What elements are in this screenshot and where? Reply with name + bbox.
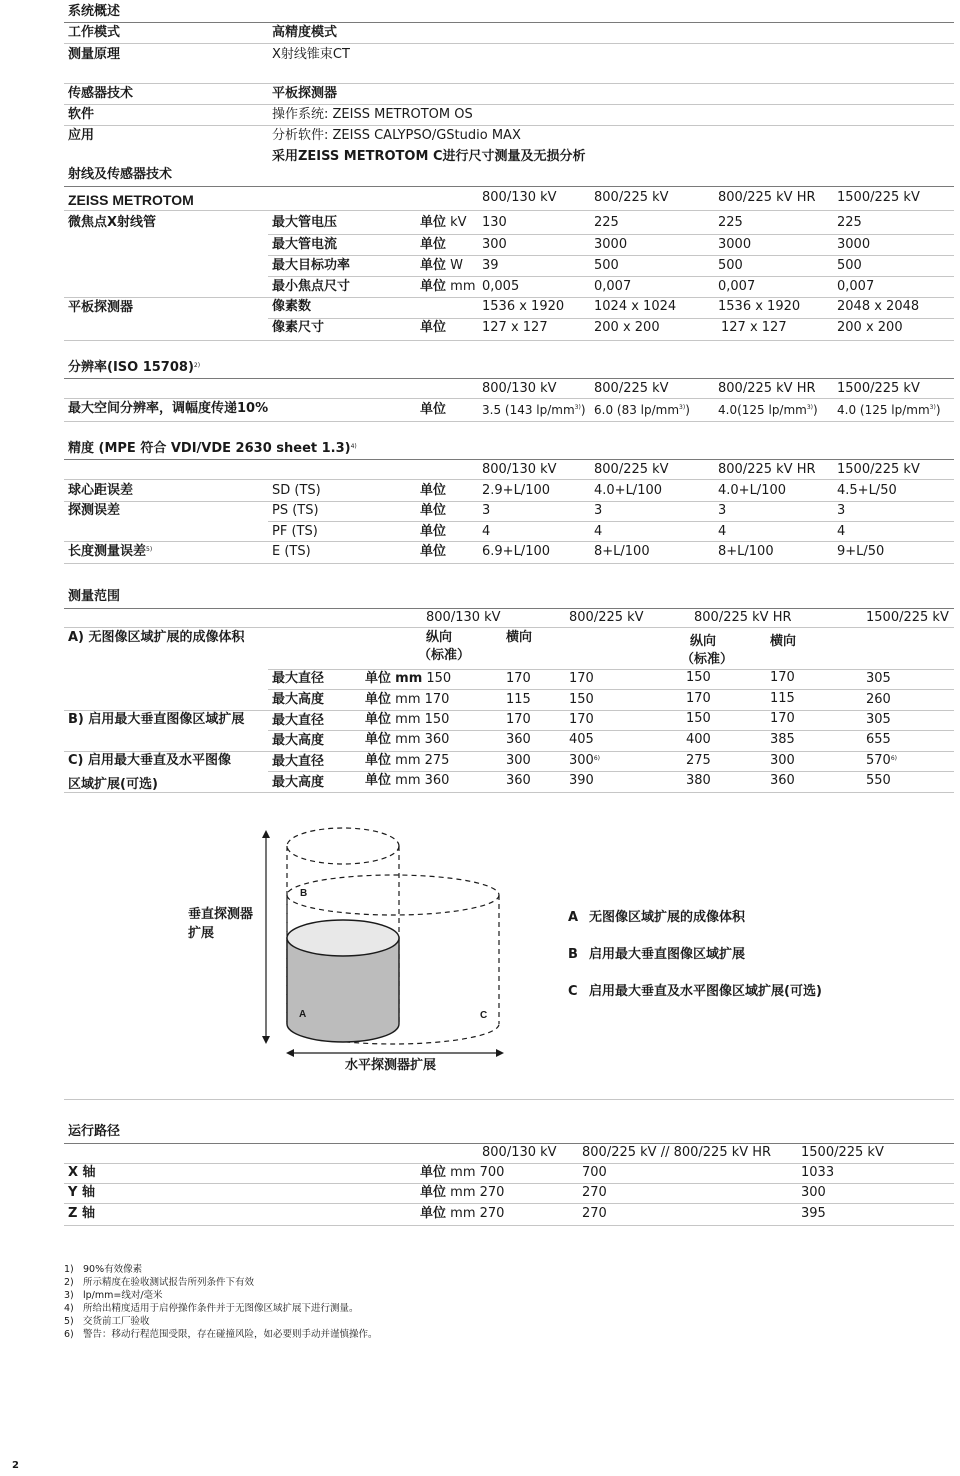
letter-a: A bbox=[299, 1009, 307, 1020]
unit-label: 单位 bbox=[420, 279, 447, 294]
value-cell: 1024 x 1024 bbox=[594, 299, 677, 314]
unit: mm bbox=[450, 1185, 476, 1200]
unit-label: 单位 bbox=[420, 544, 447, 559]
unit-label: 单位 bbox=[420, 1165, 447, 1180]
value-cell: 305 bbox=[866, 671, 891, 686]
sub-header-std: （标准） bbox=[418, 648, 471, 663]
unit-label: 单位 bbox=[365, 712, 392, 727]
unit-label: 单位 bbox=[420, 1206, 447, 1221]
value-cell: 270 bbox=[479, 1206, 505, 1221]
value-cell: 1033 bbox=[801, 1165, 835, 1180]
divider bbox=[64, 1225, 954, 1226]
value-cell: 150 bbox=[686, 711, 711, 726]
unit-label: 单位 bbox=[365, 753, 392, 768]
col-header: 800/130 kV bbox=[482, 462, 557, 477]
value-cell: 300 bbox=[801, 1185, 826, 1200]
value-cell: 275 bbox=[424, 753, 450, 768]
value-cell: 225 bbox=[837, 215, 862, 230]
value-cell: 150 bbox=[424, 712, 450, 727]
value-cell: 225 bbox=[594, 215, 619, 230]
value-text: 4.0 (125 lp/mm bbox=[837, 403, 930, 417]
value-text: 6.0 (83 lp/mm bbox=[594, 403, 680, 417]
sub-header-std: （标准） bbox=[681, 652, 734, 667]
value-cell: 3 bbox=[718, 503, 727, 518]
value-cell: 360 bbox=[506, 773, 531, 788]
value-cell: 4 bbox=[837, 524, 846, 539]
value-cell: 2048 x 2048 bbox=[837, 299, 920, 314]
value-cell: 150 bbox=[686, 670, 711, 685]
value-cell: 200 x 200 bbox=[837, 320, 903, 335]
value-cell: 4.0+L/100 bbox=[718, 483, 787, 498]
letter-c: C bbox=[480, 1010, 488, 1021]
col-header: 800/225 kV bbox=[569, 610, 644, 625]
unit-label: 单位 bbox=[420, 483, 447, 498]
divider bbox=[64, 1099, 954, 1100]
footnote-number: 4) bbox=[64, 1303, 74, 1314]
footnote bbox=[64, 1264, 142, 1277]
overview-value: 操作系统: ZEISS METROTOM OS bbox=[272, 107, 473, 122]
value-text: ) bbox=[935, 403, 941, 417]
value-cell: 260 bbox=[866, 692, 891, 707]
footnote-text: 90%有效像素 bbox=[83, 1264, 143, 1275]
footnote bbox=[64, 1277, 254, 1290]
value-cell: 9+L/50 bbox=[837, 544, 885, 559]
section-title-sensor: 射线及传感器技术 bbox=[68, 167, 173, 182]
col-header: 800/130 kV bbox=[482, 1145, 557, 1160]
footnote-ref: 5) bbox=[146, 546, 153, 553]
unit-label: 单位 bbox=[420, 320, 447, 335]
value-cell: 4 bbox=[718, 524, 727, 539]
value-cell: 1536 x 1920 bbox=[482, 299, 565, 314]
group-label: 平板探测器 bbox=[68, 300, 134, 315]
section-title-range: 测量范围 bbox=[68, 589, 121, 604]
unit: W bbox=[450, 258, 464, 273]
param-label: 最大目标功率 bbox=[272, 258, 351, 273]
overview-value: 分析软件: ZEISS CALYPSO/GStudio MAX bbox=[272, 128, 521, 143]
footnote bbox=[64, 1303, 359, 1316]
legend-item bbox=[568, 984, 822, 1000]
footnote-number: 1) bbox=[64, 1264, 74, 1275]
horizontal-detector-label: 水平探测器扩展 bbox=[345, 1058, 437, 1073]
value-cell: 700 bbox=[582, 1165, 607, 1180]
col-header: 800/225 kV // 800/225 kV HR bbox=[582, 1145, 772, 1160]
col-header: 1500/225 kV bbox=[866, 610, 949, 625]
footnote bbox=[64, 1329, 378, 1342]
footnote-number: 3) bbox=[64, 1290, 74, 1301]
value-cell: 200 x 200 bbox=[594, 320, 660, 335]
value-cell: 270 bbox=[582, 1206, 607, 1221]
unit: mm bbox=[395, 712, 421, 727]
legend-text: 启用最大垂直图像区域扩展 bbox=[589, 947, 746, 962]
footnote-number: 2) bbox=[64, 1277, 74, 1288]
value-cell: 127 x 127 bbox=[482, 320, 548, 335]
value-cell: 0,005 bbox=[482, 279, 520, 294]
divider bbox=[64, 1143, 954, 1144]
col-header: 800/225 kV HR bbox=[718, 462, 816, 477]
unit: mm bbox=[395, 692, 421, 707]
unit-label: 单位 bbox=[420, 1185, 447, 1200]
value-cell: 655 bbox=[866, 732, 891, 747]
value-text: ) bbox=[813, 403, 818, 417]
legend-text: 无图像区域扩展的成像体积 bbox=[589, 910, 746, 925]
value-cell: 305 bbox=[866, 712, 891, 727]
col-header: 800/225 kV bbox=[594, 462, 669, 477]
footnote-number: 6) bbox=[64, 1329, 74, 1340]
value-cell: 170 bbox=[770, 711, 795, 726]
value-text: ) bbox=[580, 403, 586, 417]
value-text: 4.0(125 lp/mm bbox=[718, 403, 807, 417]
value-text: 3.5 (143 lp/mm bbox=[482, 403, 575, 417]
unit: mm bbox=[395, 671, 423, 686]
value-cell: 400 bbox=[686, 732, 711, 747]
col-header: 1500/225 kV bbox=[837, 381, 920, 396]
divider bbox=[64, 1203, 954, 1204]
footnote-ref: 3) bbox=[574, 404, 581, 411]
spec-header-label: ZEISS METROTOM bbox=[68, 192, 194, 208]
value-cell: 3 bbox=[837, 503, 846, 518]
footnote-text: 交货前工厂验收 bbox=[83, 1316, 150, 1327]
col-header: 800/130 kV bbox=[482, 381, 557, 396]
legend-item bbox=[568, 910, 745, 926]
value-cell: 170 bbox=[569, 671, 594, 686]
value-cell: 550 bbox=[866, 773, 891, 788]
footnote-ref: 3) bbox=[679, 404, 686, 411]
footnote-ref: 6) bbox=[890, 755, 897, 762]
value-cell: 4 bbox=[594, 524, 603, 539]
param-label: 最大管电压 bbox=[272, 215, 338, 230]
footnote-text: lp/mm=线对/毫米 bbox=[83, 1290, 163, 1301]
unit-label: 单位 bbox=[420, 215, 447, 230]
unit: mm bbox=[450, 1206, 476, 1221]
axis-label: Y 轴 bbox=[68, 1185, 95, 1200]
unit: mm bbox=[450, 1165, 476, 1180]
value-cell: 300 bbox=[506, 753, 531, 768]
value-cell: 3 bbox=[482, 503, 491, 518]
value-cell: 300 bbox=[770, 753, 795, 768]
overview-value: 采用ZEISS METROTOM C进行尺寸测量及无损分析 bbox=[272, 149, 586, 164]
unit-label: 单位 bbox=[365, 732, 392, 747]
value-cell: 405 bbox=[569, 732, 594, 747]
col-header: 800/225 kV HR bbox=[718, 381, 816, 396]
sub-header-trans: 横向 bbox=[506, 630, 533, 645]
value-cell: 4.0+L/100 bbox=[594, 483, 663, 498]
overview-label: 测量原理 bbox=[68, 47, 121, 62]
range-label-c-cont: 区域扩展(可选) bbox=[68, 777, 158, 792]
group-label: 微焦点X射线管 bbox=[68, 215, 157, 230]
legend-text: 启用最大垂直及水平图像区域扩展(可选) bbox=[589, 984, 822, 999]
overview-value: 高精度模式 bbox=[272, 25, 338, 40]
value-cell: 500 bbox=[837, 258, 862, 273]
param-label: 最大直径 bbox=[272, 671, 325, 686]
sub-header-long: 纵向 bbox=[426, 630, 453, 645]
unit: mm bbox=[450, 279, 476, 294]
value-cell: 150 bbox=[426, 671, 452, 686]
value-cell: 3000 bbox=[718, 237, 752, 252]
footnote-ref: 2) bbox=[193, 362, 201, 369]
unit: mm bbox=[395, 732, 421, 747]
value-cell: 500 bbox=[594, 258, 619, 273]
value-cell: 2.9+L/100 bbox=[482, 483, 551, 498]
value-cell: 500 bbox=[718, 258, 743, 273]
col-header: 1500/225 kV bbox=[837, 462, 920, 477]
overview-value: 平板探测器 bbox=[272, 86, 338, 101]
param-label: 最大高度 bbox=[272, 733, 325, 748]
value-cell: 6.9+L/100 bbox=[482, 544, 551, 559]
param-label: 最大管电流 bbox=[272, 237, 338, 252]
section-title-travel: 运行路径 bbox=[68, 1124, 121, 1139]
col-header: 800/225 kV bbox=[594, 190, 669, 205]
letter-b: B bbox=[300, 888, 308, 899]
overview-label: 软件 bbox=[68, 107, 95, 122]
value-cell: 395 bbox=[801, 1206, 826, 1221]
overview-label: 应用 bbox=[68, 128, 95, 143]
unit: mm bbox=[395, 773, 421, 788]
unit: mm bbox=[395, 753, 421, 768]
param-label: 像素尺寸 bbox=[272, 320, 325, 335]
vertical-detector-label: 扩展 bbox=[188, 926, 215, 941]
value-cell: 700 bbox=[479, 1165, 505, 1180]
value-cell: 170 bbox=[686, 691, 711, 706]
range-label-b: B) 启用最大垂直图像区域扩展 bbox=[68, 712, 245, 727]
value-cell: 3000 bbox=[594, 237, 628, 252]
value-cell: 39 bbox=[482, 258, 499, 273]
value-cell: 170 bbox=[424, 692, 450, 707]
range-label-a: A) 无图像区域扩展的成像体积 bbox=[68, 630, 245, 645]
vertical-detector-label: 垂直探测器 bbox=[188, 907, 254, 922]
footnote-ref: 4) bbox=[350, 443, 357, 450]
resolution-row-label: 最大空间分辨率，调幅度传递10% bbox=[68, 401, 269, 416]
divider bbox=[64, 1163, 954, 1164]
value-cell: 170 bbox=[506, 712, 531, 727]
value-cell: 360 bbox=[506, 732, 531, 747]
col-header: 800/225 kV bbox=[594, 381, 669, 396]
page-number: 2 bbox=[12, 1460, 19, 1471]
value-cell: 150 bbox=[569, 692, 594, 707]
value-cell: 275 bbox=[686, 753, 711, 768]
unit-label: 单位 bbox=[420, 402, 447, 417]
axis-label: Z 轴 bbox=[68, 1206, 95, 1221]
accuracy-code: PF (TS) bbox=[272, 524, 318, 539]
section-title-overview: 系统概述 bbox=[68, 4, 121, 19]
footnote-text: 所给出精度适用于启停操作条件并于无图像区域扩展下进行测量。 bbox=[83, 1303, 359, 1314]
overview-label: 传感器技术 bbox=[68, 86, 134, 101]
value-cell: 270 bbox=[479, 1185, 505, 1200]
value-cell: 0,007 bbox=[837, 279, 875, 294]
value-cell: 3 bbox=[594, 503, 603, 518]
unit-label: 单位 bbox=[365, 671, 392, 686]
value-cell: 0,007 bbox=[594, 279, 632, 294]
legend-key: B bbox=[568, 947, 578, 962]
param-label: 最大高度 bbox=[272, 692, 325, 707]
accuracy-code: E (TS) bbox=[272, 544, 311, 559]
value-text: ) bbox=[685, 403, 690, 417]
value-cell: 360 bbox=[424, 732, 450, 747]
value-cell: 127 x 127 bbox=[721, 320, 787, 335]
footnote-ref: 3) bbox=[929, 404, 936, 411]
value-cell: 115 bbox=[506, 692, 531, 707]
accuracy-label: 长度测量误差 bbox=[68, 544, 147, 559]
value-cell: 300 bbox=[482, 237, 507, 252]
cylinder-a bbox=[287, 920, 399, 1042]
value-cell: 300 bbox=[569, 753, 594, 768]
resolution-title: 分辨率(ISO 15708) bbox=[68, 360, 194, 375]
value-cell: 570 bbox=[866, 753, 891, 768]
value-cell: 130 bbox=[482, 215, 507, 230]
legend-key: A bbox=[568, 910, 579, 925]
value-cell: 4.5+L/50 bbox=[837, 483, 897, 498]
overview-value: X射线锥束CT bbox=[272, 47, 350, 62]
value-cell: 225 bbox=[718, 215, 743, 230]
value-cell: 0,007 bbox=[718, 279, 756, 294]
param-label: 像素数 bbox=[272, 299, 312, 314]
value-cell: 115 bbox=[770, 691, 795, 706]
unit-label: 单位 bbox=[420, 237, 447, 252]
divider bbox=[64, 1183, 954, 1184]
sub-header-trans: 横向 bbox=[770, 634, 797, 649]
param-label: 最小焦点尺寸 bbox=[272, 279, 351, 294]
col-header: 800/225 kV HR bbox=[694, 610, 792, 625]
value-cell: 170 bbox=[506, 671, 531, 686]
footnote-text: 所示精度在验收测试报告所列条件下有效 bbox=[83, 1277, 255, 1288]
unit-label: 单位 bbox=[420, 258, 447, 273]
value-cell: 8+L/100 bbox=[594, 544, 650, 559]
value-cell: 380 bbox=[686, 773, 711, 788]
unit-label: 单位 bbox=[365, 773, 392, 788]
axis-label: X 轴 bbox=[68, 1165, 96, 1180]
value-cell: 170 bbox=[770, 670, 795, 685]
legend-item bbox=[568, 947, 745, 963]
col-header: 1500/225 kV bbox=[801, 1145, 884, 1160]
unit-label: 单位 bbox=[365, 692, 392, 707]
col-header: 800/130 kV bbox=[482, 190, 557, 205]
value-cell: 3000 bbox=[837, 237, 871, 252]
value-cell: 385 bbox=[770, 732, 795, 747]
param-label: 最大直径 bbox=[272, 713, 325, 728]
col-header: 1500/225 kV bbox=[837, 190, 920, 205]
accuracy-title: 精度 (MPE 符合 VDI/VDE 2630 sheet 1.3) bbox=[68, 441, 351, 456]
value-cell: 8+L/100 bbox=[718, 544, 774, 559]
footnote bbox=[64, 1290, 163, 1303]
value-cell: 4 bbox=[482, 524, 491, 539]
footnote-number: 5) bbox=[64, 1316, 74, 1327]
unit: kV bbox=[450, 215, 467, 230]
sub-header-long: 纵向 bbox=[690, 634, 717, 649]
value-cell: 390 bbox=[569, 773, 594, 788]
value-cell: 1536 x 1920 bbox=[718, 299, 801, 314]
col-header: 800/130 kV bbox=[426, 610, 501, 625]
value-cell: 360 bbox=[424, 773, 450, 788]
unit-label: 单位 bbox=[420, 524, 447, 539]
footnote-ref: 3) bbox=[806, 404, 814, 411]
accuracy-code: PS (TS) bbox=[272, 503, 319, 518]
footnote-ref: 6) bbox=[593, 755, 600, 762]
col-header: 800/225 kV HR bbox=[718, 190, 816, 205]
param-label: 最大直径 bbox=[272, 754, 325, 769]
overview-label: 工作模式 bbox=[68, 25, 121, 40]
value-cell: 270 bbox=[582, 1185, 607, 1200]
range-label-c: C) 启用最大垂直及水平图像 bbox=[68, 753, 232, 768]
param-label: 最大高度 bbox=[272, 775, 325, 790]
value-cell: 170 bbox=[569, 712, 594, 727]
accuracy-label: 探测误差 bbox=[68, 503, 121, 518]
footnote-text: 警告：移动行程范围受限，存在碰撞风险，如必要则手动并谨慎操作。 bbox=[83, 1329, 378, 1340]
footnote bbox=[64, 1316, 150, 1329]
unit-label: 单位 bbox=[420, 503, 447, 518]
accuracy-code: SD (TS) bbox=[272, 483, 321, 498]
legend-key: C bbox=[568, 984, 578, 999]
value-cell: 360 bbox=[770, 773, 795, 788]
accuracy-label: 球心距误差 bbox=[68, 483, 134, 498]
